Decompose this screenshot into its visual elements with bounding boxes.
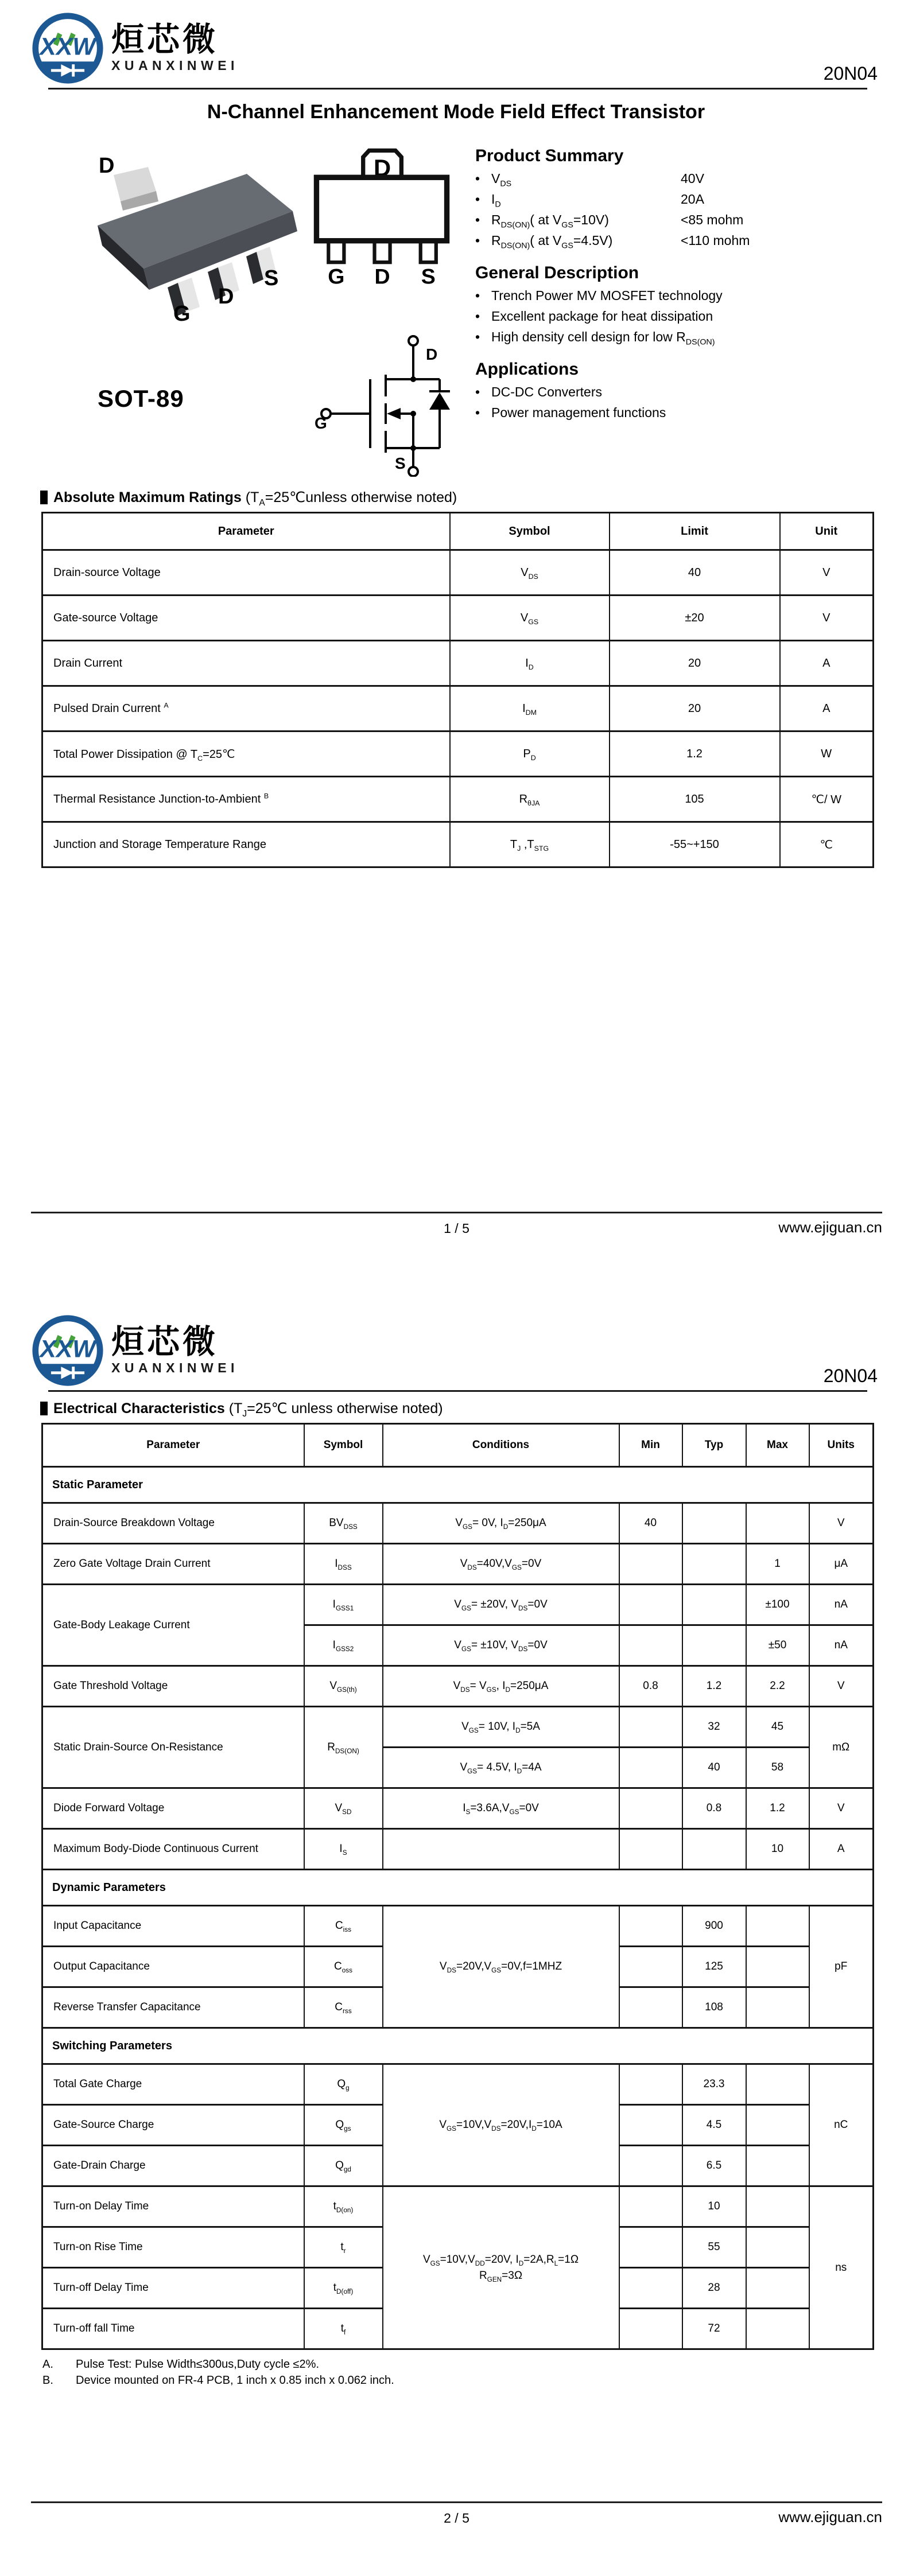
table-row: Output Capacitance $C_{oss}$ 125 <box>42 1947 874 1987</box>
column-header: Typ <box>682 1424 746 1467</box>
datasheet-page-2 <box>0 1302 912 2576</box>
table-row: Static Drain-Source On-Resistance $R_{DS(ON)}$ $V_{GS}= 10V$, $I_D=5A$ 32 45 mΩ <box>42 1707 874 1748</box>
bullet-icon: • <box>475 405 480 420</box>
table-row: Turn-on Rise Time $t_r$ 55 <box>42 2227 874 2268</box>
outline-pin-label-g: G <box>328 264 345 289</box>
bullet-icon: • <box>475 309 480 324</box>
table-row: Total Gate Charge $Q_g$ $V_{GS}=10V,V_{DS}=20V,I_D=10A$ 23.3 nC <box>42 2064 874 2105</box>
section-row-dynamic: Dynamic Parameters <box>42 1870 874 1906</box>
table-row: $V_{GS}= 4.5V$, $I_D=4A$ 40 58 <box>42 1748 874 1788</box>
table-row: Gate-Source Charge $Q_{gs}$ 4.5 <box>42 2105 874 2146</box>
pin-label-tab-d: D <box>99 155 115 178</box>
absolute-maximum-ratings-table <box>41 512 874 868</box>
symbol-drain-label: D <box>426 345 438 363</box>
product-summary-item: • $V_{DS}$ 40V <box>475 171 704 189</box>
symbol-source-label: S <box>395 454 406 472</box>
header-divider <box>48 1390 867 1392</box>
table-row: Reverse Transfer Capacitance $C_{rss}$ 108 <box>42 1987 874 2028</box>
table-header-row <box>42 513 874 550</box>
column-header: Symbol <box>450 513 610 550</box>
table-row: Pulsed Drain Current $^A$ $I_{DM}$ 20 A <box>42 686 874 731</box>
column-header: Units <box>809 1424 874 1467</box>
table-row: Turn-on Delay Time $t_{D(on)}$ $V_{GS}=10V,V_{DD}=20V$, $I_D=2A,R_L=1\Omega$ $R_{GEN}=3\Omega$ 10 ns <box>42 2186 874 2227</box>
page-title: N-Channel Enhancement Mode Field Effect Transistor <box>207 101 705 123</box>
table-row: Junction and Storage Temperature Range $T_J$ $,T_{STG}$ -55~+150 ℃ <box>42 822 874 867</box>
column-header: Limit <box>610 513 780 550</box>
table-row: Gate-Body Leakage Current $I_{GSS1}$ $V_{GS}= \pm 20V$, $V_{DS}=0V$ ±100 nA <box>42 1585 874 1625</box>
brand-text <box>111 1325 239 1376</box>
general-description-item: • Excellent package for heat dissipation <box>475 309 713 324</box>
table-row: Gate Threshold Voltage $V_{GS(th)}$ $V_{DS}= V_{GS}$, $I_D=250\mu A$ 0.8 1.2 2.2 V <box>42 1666 874 1707</box>
column-header: Symbol <box>304 1424 383 1467</box>
note-a: A. Pulse Test: Pulse Width≤300us,Duty cycle ≤2%. <box>42 2358 319 2371</box>
column-header: Parameter <box>42 1424 304 1467</box>
abs-max-heading: Absolute Maximum Ratings ($T_A=25℃unless$ otherwise noted) <box>40 489 912 506</box>
applications-item: • Power management functions <box>475 405 666 420</box>
bullet-icon: • <box>475 233 480 248</box>
pin-label-d: D <box>218 285 234 309</box>
section-bullet-icon <box>40 1402 48 1415</box>
section-row-switching: Switching Parameters <box>42 2028 874 2064</box>
website-link: www.ejiguan.cn <box>778 1219 882 1236</box>
column-header: Max <box>746 1424 809 1467</box>
table-row: Total Power Dissipation @ $T_C=25℃$ $P_D$ 1.2 W <box>42 731 874 777</box>
pin-label-g: G <box>173 302 191 322</box>
table-row: $I_{GSS2}$ $V_{GS}= \pm 10V$, $V_{DS}=0V$ ±50 nA <box>42 1625 874 1666</box>
page-footer <box>31 2501 882 2528</box>
brand-name-cn: 烜芯微 <box>111 21 218 58</box>
logo-monogram-text: XXW <box>40 1335 96 1363</box>
section-row-static: Static Parameter <box>42 1467 874 1503</box>
intro-text-column <box>475 146 878 426</box>
general-description-item: • Trench Power MV MOSFET technology <box>475 288 723 303</box>
bullet-icon: • <box>475 384 480 399</box>
bullet-icon: • <box>475 171 480 186</box>
page-footer <box>31 1212 882 1238</box>
part-number: 20N04 <box>823 63 878 84</box>
footer-divider <box>31 2501 882 2503</box>
table-row: Input Capacitance $C_{iss}$ $V_{DS}=20V,V_{GS}=0V,f=1MHZ$ 900 pF <box>42 1906 874 1947</box>
package-outline-image <box>313 145 451 289</box>
column-header: Min <box>619 1424 682 1467</box>
table-row: Turn-off fall Time $t_f$ 72 <box>42 2309 874 2349</box>
product-summary-heading: Product Summary <box>475 146 624 165</box>
page-number: 1 / 5 <box>444 1221 469 1236</box>
electrical-characteristics-heading: Electrical Characteristics ($T_J=25℃$ unless otherwise noted) <box>40 1400 912 1417</box>
page-header <box>0 1302 912 1387</box>
applications-heading: Applications <box>475 360 579 379</box>
footer-divider <box>31 1212 882 1213</box>
page-number: 2 / 5 <box>444 2511 469 2526</box>
bullet-icon: • <box>475 288 480 303</box>
table-row: Maximum Body-Diode Continuous Current $I_S$ 10 A <box>42 1829 874 1870</box>
table-row: Gate-Drain Charge $Q_{gd}$ 6.5 <box>42 2146 874 2186</box>
applications-item: • DC-DC Converters <box>475 384 602 399</box>
company-logo-icon <box>31 1314 104 1387</box>
column-header: Parameter <box>42 513 450 550</box>
brand-logo <box>31 1314 239 1387</box>
table-header-row <box>42 1424 874 1467</box>
outline-pin-label-s: S <box>421 264 436 289</box>
electrical-characteristics-table <box>41 1423 874 2350</box>
symbol-gate-label: G <box>315 414 327 432</box>
package-graphics <box>40 139 468 475</box>
table-row: Drain-Source Breakdown Voltage $BV_{DSS}$ $V_{GS}= 0V$, $I_D=250\mu A$ 40 V <box>42 1503 874 1544</box>
section-bullet-icon <box>40 491 48 504</box>
mosfet-symbol-image <box>315 322 469 477</box>
header-divider <box>48 88 867 90</box>
outline-tab-label: D <box>373 154 391 182</box>
brand-name-en: XUANXINWEI <box>111 58 239 73</box>
general-description-item: • High density cell design for low $R_{DS(ON)}$ <box>475 329 715 347</box>
package-3d-image <box>63 155 316 322</box>
column-header: Conditions <box>383 1424 619 1467</box>
table-row: Drain-source Voltage $V_{DS}$ 40 V <box>42 550 874 596</box>
table-row: Gate-source Voltage $V_{GS}$ ±20 V <box>42 596 874 641</box>
product-summary-item: • $I_D$ 20A <box>475 192 704 209</box>
outline-pin-label-d: D <box>374 264 390 289</box>
table-row: Drain Current $I_D$ 20 A <box>42 641 874 686</box>
logo-monogram-text: XXW <box>40 33 96 61</box>
table-row: Thermal Resistance Junction-to-Ambient $^B$ $R_{\theta JA}$ 105 ℃/ W <box>42 777 874 822</box>
product-summary-item: • $R_{DS(ON)}$( at $V_{GS}=4.5V$) <110 mohm <box>475 233 750 251</box>
brand-name-en: XUANXINWEI <box>111 1360 239 1376</box>
table-row: Turn-off Delay Time $t_{D(off)}$ 28 <box>42 2268 874 2309</box>
note-b: B. Device mounted on FR-4 PCB, 1 inch x 0.85 inch x 0.062 inch. <box>42 2374 394 2387</box>
general-description-heading: General Description <box>475 263 639 282</box>
column-header: Unit <box>780 513 874 550</box>
part-number: 20N04 <box>823 1365 878 1386</box>
bullet-icon: • <box>475 192 480 207</box>
pin-label-s: S <box>264 266 279 290</box>
brand-name-cn: 烜芯微 <box>111 1323 218 1360</box>
bullet-icon: • <box>475 329 480 344</box>
bullet-icon: • <box>475 212 480 227</box>
table-row: Diode Forward Voltage $V_{SD}$ $I_S=3.6A,V_{GS}=0V$ 0.8 1.2 V <box>42 1788 874 1829</box>
product-summary-item: • $R_{DS(ON)}$( at $V_{GS}=10V$) <85 mohm <box>475 212 744 230</box>
intro-section <box>40 139 878 475</box>
switching-conditions-cell: $V_{GS}=10V,V_{DD}=20V$, $I_D=2A,R_L=1\Omega$ $R_{GEN}=3\Omega$ <box>383 2186 619 2349</box>
brand-logo <box>31 11 239 85</box>
package-name: SOT-89 <box>98 385 184 412</box>
company-logo-icon <box>31 11 104 85</box>
table-notes <box>42 2358 912 2387</box>
brand-text <box>111 23 239 74</box>
page-header <box>0 0 912 85</box>
table-row: Zero Gate Voltage Drain Current $I_{DSS}$ $V_{DS}=40V,V_{GS}=0V$ 1 μA <box>42 1544 874 1585</box>
website-link: www.ejiguan.cn <box>778 2508 882 2526</box>
